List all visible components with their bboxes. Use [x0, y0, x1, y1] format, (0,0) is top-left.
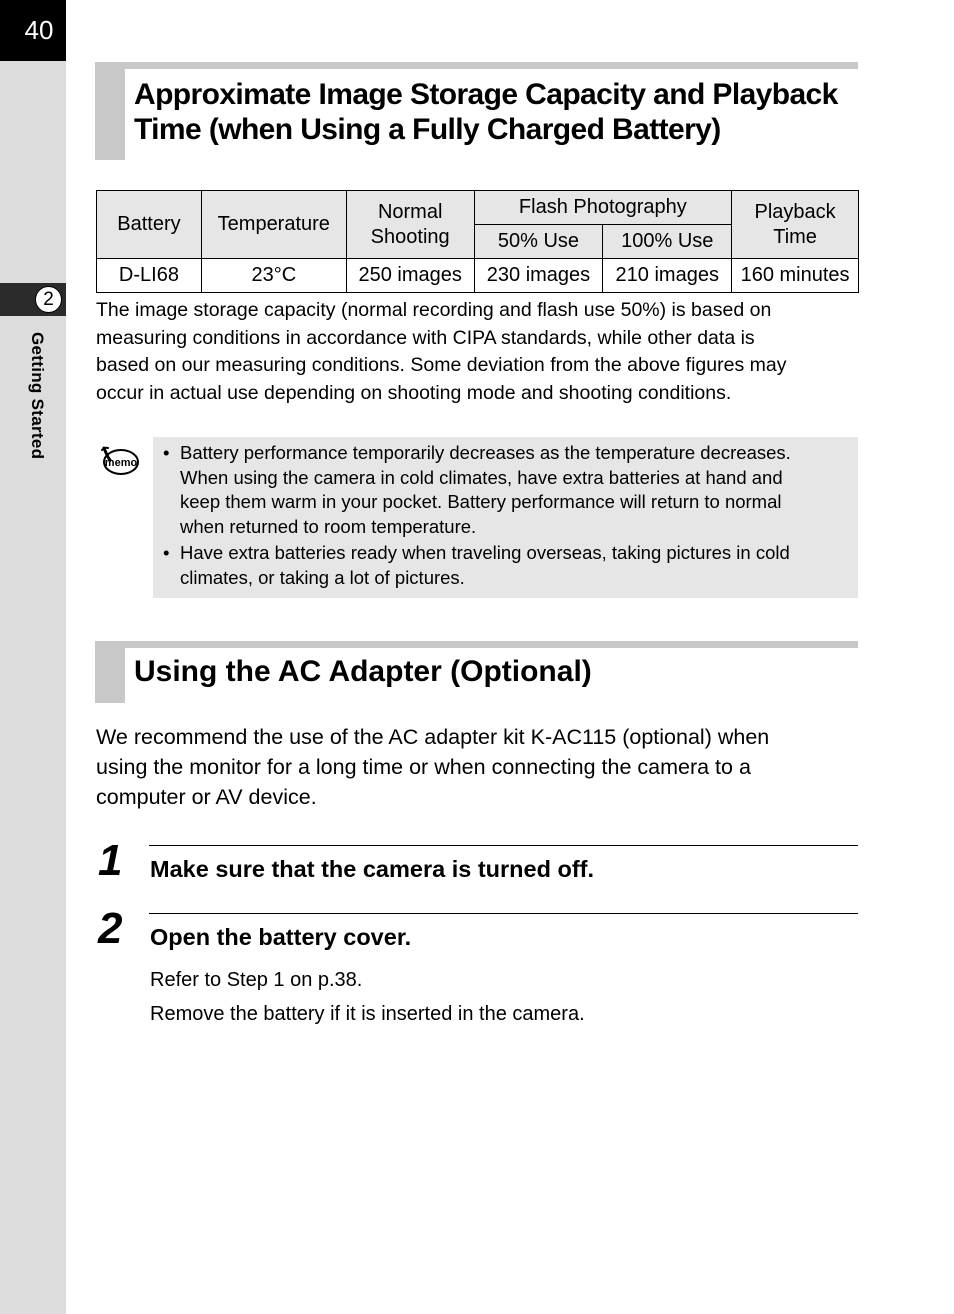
step-detail: Remove the battery if it is inserted in the camera.: [150, 1003, 585, 1025]
header-battery: Battery: [97, 191, 202, 259]
intro-line: using the monitor for a long time or when connecting the camera to a: [96, 755, 751, 779]
header-playback-line-1: Playback: [754, 200, 836, 223]
header-normal-shooting: [346, 191, 474, 259]
section-heading-ac-adapter: [95, 641, 858, 703]
cell-playback: 160 minutes: [732, 259, 859, 293]
heading-top-bar: [95, 62, 858, 69]
header-normal-line-1: Normal: [377, 200, 443, 223]
memo-item: [163, 441, 848, 539]
heading-line-2: Time (when Using a Fully Charged Battery): [134, 113, 721, 146]
chapter-title: Getting Started: [28, 332, 47, 460]
intro-line: We recommend the use of the AC adapter kit K-AC115 (optional) when: [96, 725, 770, 749]
bullet: •: [163, 442, 170, 463]
step-title: Make sure that the camera is turned off.: [150, 856, 595, 882]
header-flash-50: 50% Use: [474, 225, 603, 259]
heading-top-bar: [95, 641, 858, 648]
step-title: Open the battery cover.: [150, 924, 412, 950]
memo-line: climates, or taking a lot of pictures.: [180, 566, 465, 588]
capacity-table: [96, 190, 859, 293]
memo-line: keep them warm in your pocket. Battery performance will return to normal: [180, 491, 782, 512]
sidebar: [0, 0, 66, 1314]
heading-left-bar: [95, 62, 125, 160]
chapter-number: 2: [35, 286, 62, 313]
header-playback: [732, 191, 859, 259]
step-divider: [149, 845, 858, 846]
cell-normal: 250 images: [346, 259, 474, 293]
heading-ac-adapter-text: Using the AC Adapter (Optional): [134, 655, 592, 688]
header-flash: Flash Photography: [474, 191, 732, 225]
cell-flash-100: 210 images: [603, 259, 732, 293]
ac-adapter-intro: [96, 722, 858, 812]
cell-temperature: 23°C: [201, 259, 346, 293]
step-number: 2: [98, 904, 123, 953]
page-number: 40: [0, 0, 66, 61]
header-temperature: Temperature: [201, 191, 346, 259]
step-divider: [149, 913, 858, 914]
memo-icon-label: memo: [104, 457, 138, 469]
intro-line: computer or AV device.: [96, 785, 317, 809]
memo-line: When using the camera in cold climates, have extra batteries at hand and: [180, 466, 783, 488]
note-paragraph: [96, 297, 858, 407]
note-line: measuring conditions in accordance with CIPA standards, while other data is: [96, 326, 755, 349]
note-line: The image storage capacity (normal recording and flash use 50%) is based on: [96, 299, 772, 321]
table-row: [97, 259, 859, 293]
header-normal-line-2: Shooting: [370, 225, 450, 248]
bullet: •: [163, 542, 170, 563]
step-detail: Refer to Step 1 on p.38.: [150, 969, 363, 991]
note-line: based on our measuring conditions. Some deviation from the above figures may: [96, 354, 787, 376]
heading-line-1: Approximate Image Storage Capacity and Playback: [134, 78, 838, 111]
memo-line: Have extra batteries ready when traveling overseas, taking pictures in cold: [180, 542, 790, 563]
memo-item: [163, 541, 848, 590]
memo-line: Battery performance temporarily decreases as the temperature decreases.: [180, 442, 791, 463]
header-playback-line-2: Time: [773, 225, 817, 248]
note-line: occur in actual use depending on shooting mode and shooting conditions.: [96, 381, 732, 404]
memo-box: [153, 437, 858, 598]
heading-left-bar: [95, 641, 125, 703]
cell-flash-50: 230 images: [474, 259, 603, 293]
memo-icon: [100, 444, 140, 478]
cell-battery: D-LI68: [97, 259, 202, 293]
header-flash-100: 100% Use: [603, 225, 732, 259]
step-number: 1: [98, 836, 123, 885]
section-heading-storage: [95, 62, 858, 160]
memo-line: when returned to room temperature.: [180, 515, 477, 537]
